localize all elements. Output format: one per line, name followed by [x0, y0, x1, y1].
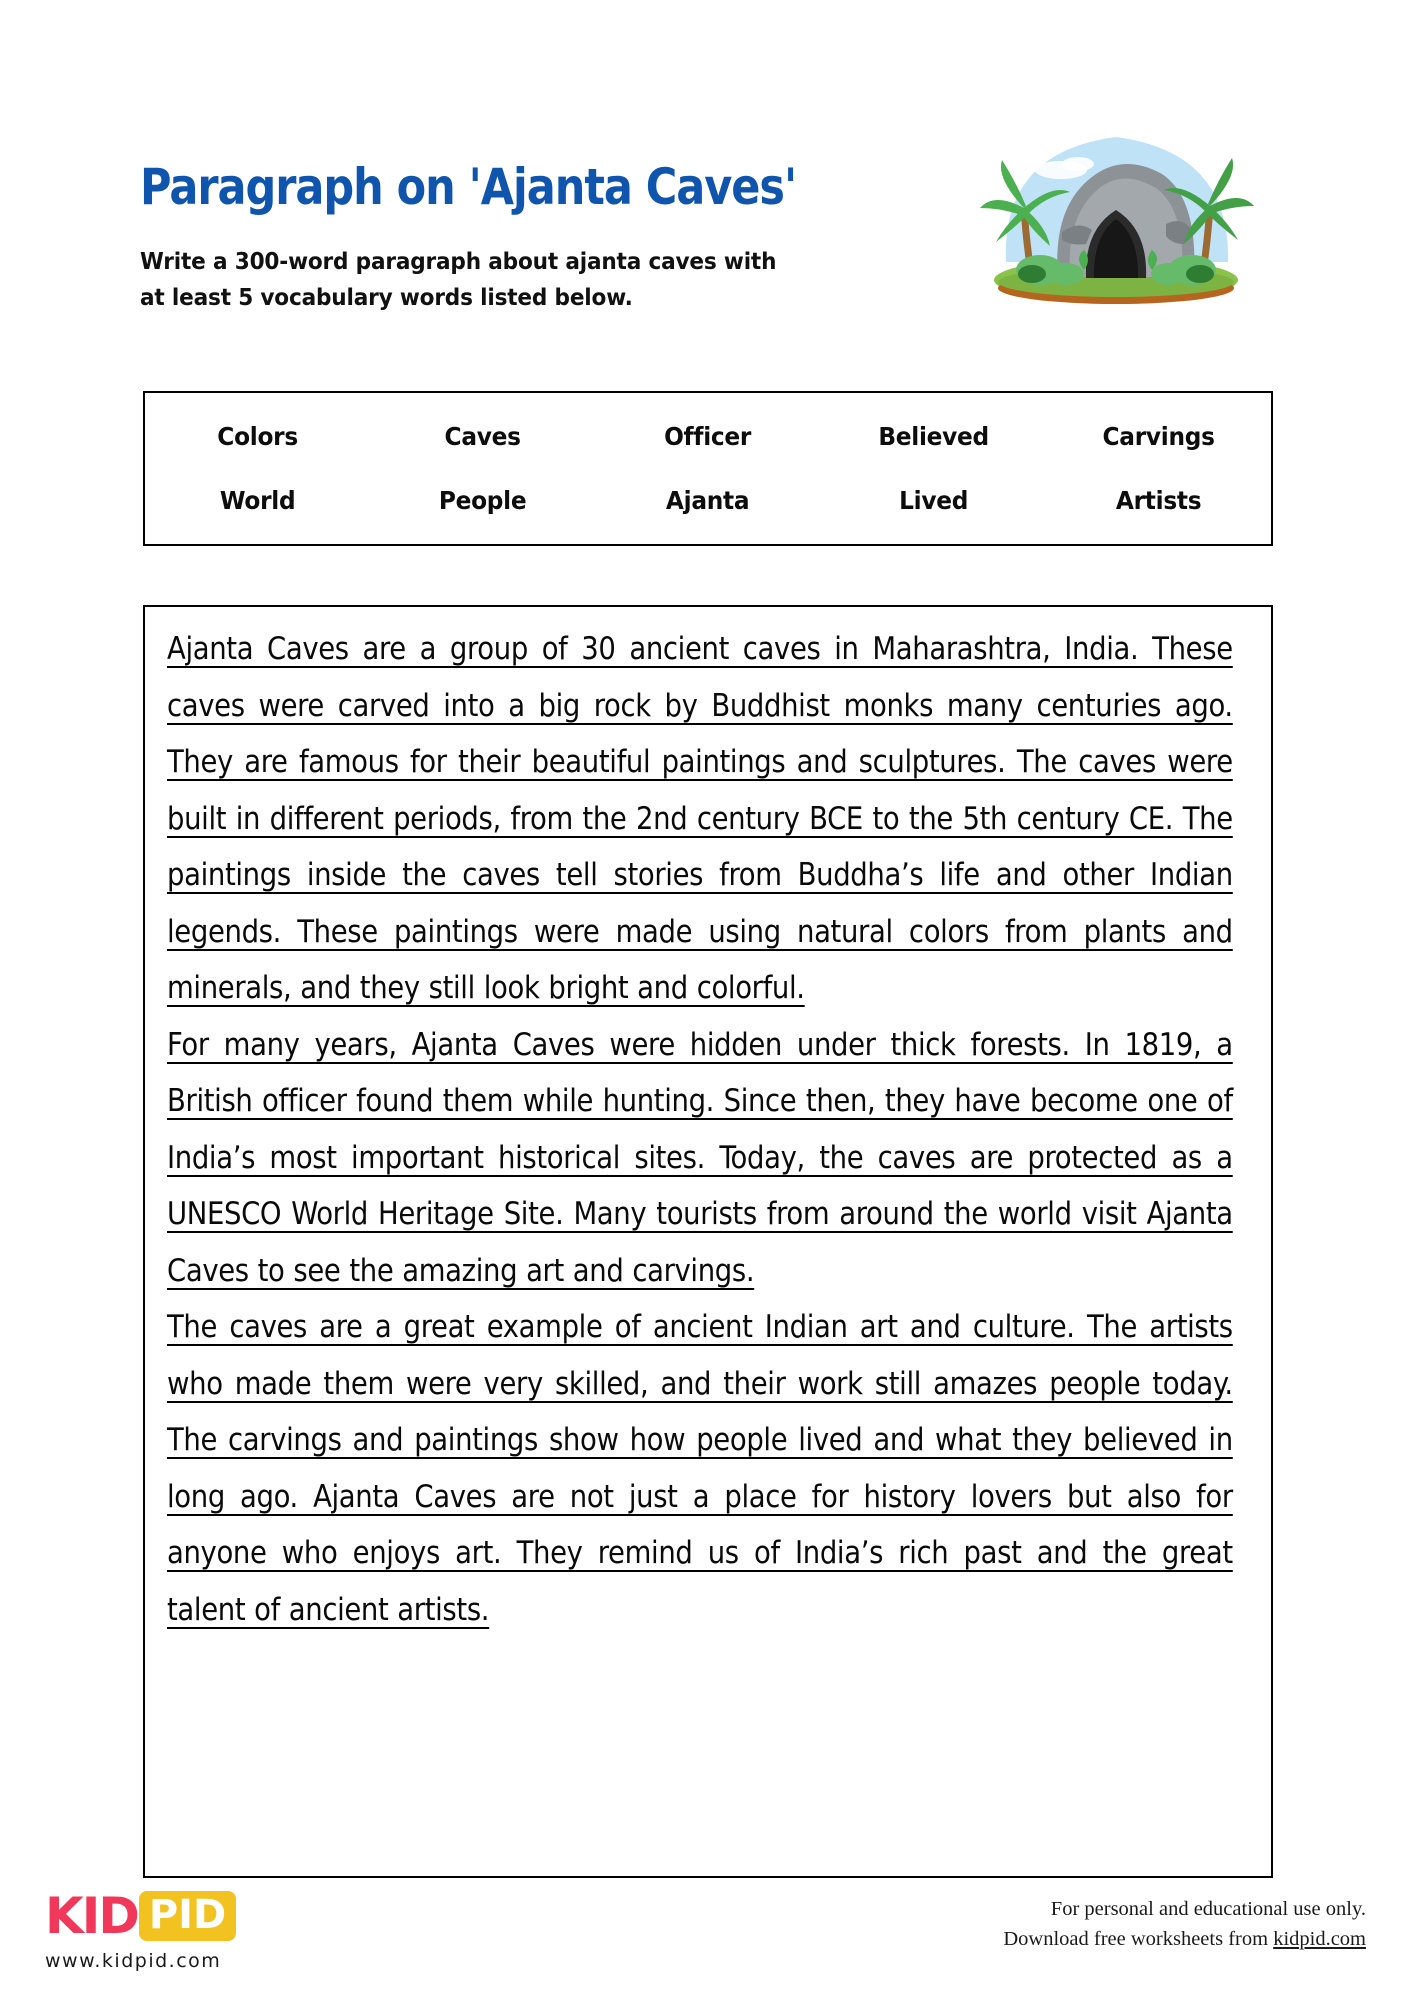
vocabulary-word: Artists	[1115, 486, 1202, 515]
vocabulary-word: Officer	[664, 422, 752, 451]
usage-notice-line-2	[1003, 1924, 1366, 1954]
kidpid-logo	[45, 1888, 236, 1972]
page-title: Paragraph on 'Ajanta Caves'	[140, 158, 797, 216]
answer-paragraph-1: Ajanta Caves are a group of 30 ancient caves in Maharashtra, India. These caves were carved into a big rock by Buddhist monks many centuries ago. They are famous for their beautiful paintings and sculptures. The caves were built in different periods, from the 2nd century BCE to the 5th century CE. The paintings inside the caves tell stories from Buddha’s life and other Indian legends. These paintings were made using natural colors from plants and minerals, and they still look bright and colorful.	[167, 631, 1233, 1006]
vocabulary-row-1	[145, 405, 1271, 469]
vocabulary-word: People	[439, 486, 527, 515]
vocabulary-word: Ajanta	[666, 486, 750, 515]
answer-box[interactable]	[143, 605, 1273, 1878]
worksheet-footer	[0, 1880, 1414, 2000]
vocabulary-word: Lived	[898, 486, 968, 515]
logo-kid-text: KID	[45, 1887, 138, 1945]
vocabulary-word: Carvings	[1102, 422, 1215, 451]
kidpid-link[interactable]: kidpid.com	[1273, 1928, 1366, 1950]
vocabulary-box	[143, 391, 1273, 546]
worksheet-header	[0, 0, 1414, 370]
answer-paragraph-2: For many years, Ajanta Caves were hidden under thick forests. In 1819, a British officer found them while hunting. Since then, they have become one of India’s most important historical sites. Today, the caves are protected as a UNESCO World Heritage Site. Many tourists from around the world visit Ajanta Caves to see the amazing art and carvings.	[167, 1026, 1233, 1289]
logo-mark	[45, 1888, 236, 1944]
answer-paragraph-3: The caves are a great example of ancient Indian art and culture. The artists who made them were very skilled, and their work still amazes people today. The carvings and paintings show how people lived and what they believed in long ago. Ajanta Caves are not just a place for history lovers but also for anyone who enjoys art. They remind us of India’s rich past and the great talent of ancient artists.	[167, 1309, 1233, 1628]
ajanta-cave-illustration	[966, 112, 1266, 312]
usage-notice	[1003, 1894, 1366, 1954]
instruction-line-2: at least 5 vocabulary words listed below.	[140, 283, 633, 311]
vocabulary-word: Colors	[217, 422, 298, 451]
vocabulary-row-2	[145, 469, 1271, 533]
website-url: www.kidpid.com	[45, 1950, 222, 1972]
usage-notice-prefix: Download free worksheets from	[1003, 1928, 1274, 1950]
vocabulary-word: Caves	[444, 422, 521, 451]
usage-notice-line-1: For personal and educational use only.	[1050, 1898, 1366, 1920]
instruction-line-1: Write a 300-word paragraph about ajanta caves with	[140, 247, 777, 275]
logo-pid-text: PID	[139, 1891, 236, 1941]
vocabulary-word: Believed	[877, 422, 989, 451]
vocabulary-word: World	[219, 486, 296, 515]
instruction-text	[140, 243, 848, 315]
